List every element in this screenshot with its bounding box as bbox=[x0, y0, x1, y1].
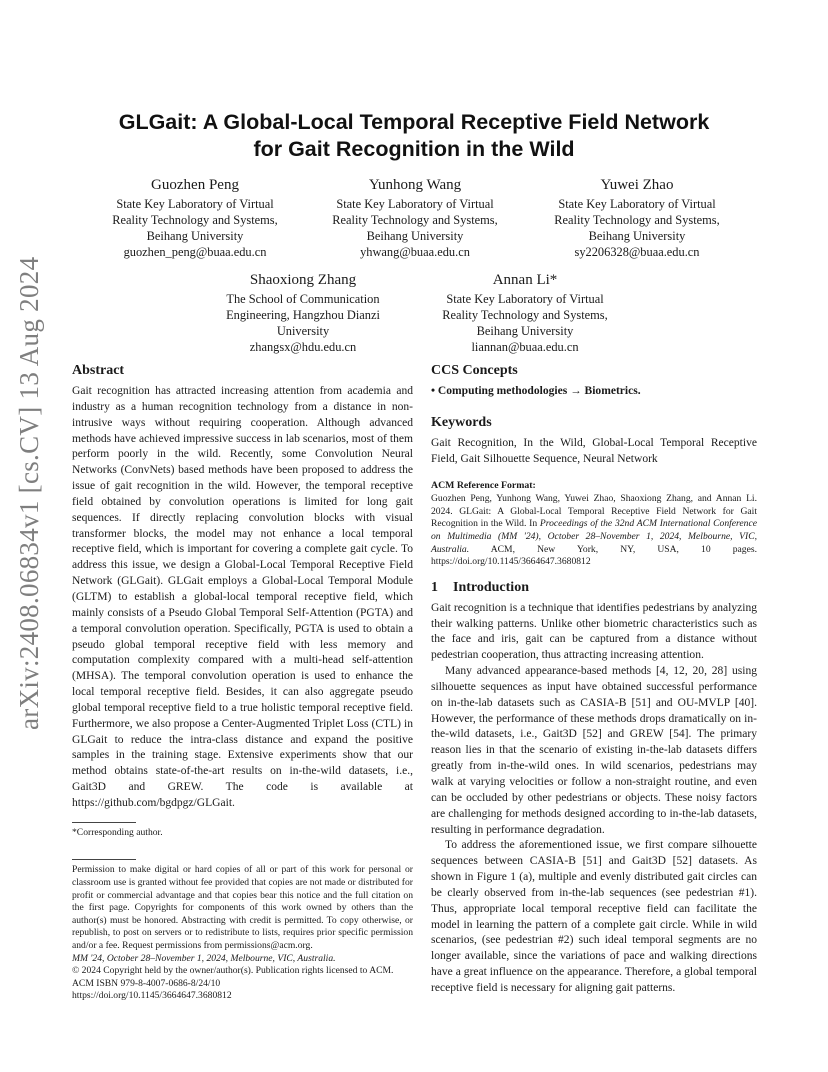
author-block bbox=[310, 175, 520, 260]
author-affiliation: Reality Technology and Systems, bbox=[112, 213, 278, 227]
author-block bbox=[90, 175, 300, 260]
author-affiliation: Reality Technology and Systems, bbox=[554, 213, 720, 227]
author-affiliation: Reality Technology and Systems, bbox=[332, 213, 498, 227]
author-affiliation: Beihang University bbox=[588, 229, 686, 243]
author-affiliation: Engineering, Hangzhou Dianzi bbox=[226, 308, 380, 322]
author-affiliation: The School of Communication bbox=[226, 292, 380, 306]
author-affiliation: Beihang University bbox=[476, 324, 574, 338]
author-affiliation: Beihang University bbox=[146, 229, 244, 243]
right-column bbox=[431, 362, 757, 997]
acm-reference-post: ACM, New York, NY, USA, 10 pages. https://doi.org/10.1145/3664647.3680812 bbox=[431, 543, 757, 568]
left-column bbox=[72, 362, 413, 1003]
acm-reference-venue: Proceedings of the 32nd ACM International Conference on Multimedia (MM '24), October 28–November 1, 2024, Melbourne, VIC, Australia. bbox=[431, 518, 757, 555]
copyright-line: © 2024 Copyright held by the owner/author(s). Publication rights licensed to ACM. bbox=[72, 965, 394, 977]
intro-paragraph-3: To address the aforementioned issue, we first compare silhouette sequences between CASIA-B [51] and Gait3D [52] datasets. As shown in Figure 1 (a), multiple and evenly distributed gait circles can be clearly observed from in-the-lab sequences (see pedestrian #1). Thus, appropriate local temporal receptive field can facilitate the model in learning the pattern of a complete gait circle. While in wild scenarios, (see pedestrian #2) such ideal temporal segments are no longer available, since the variations of pace and walking directions have a great influence on the appearance. Therefore, a global temporal receptive field is necessary for aligning gait patterns. bbox=[431, 839, 757, 994]
section-heading bbox=[431, 579, 757, 597]
doi-link[interactable]: https://doi.org/10.1145/3664647.3680812 bbox=[72, 990, 232, 1002]
author-name: Shaoxiong Zhang bbox=[249, 272, 357, 288]
conference-line: MM '24, October 28–November 1, 2024, Melbourne, VIC, Australia. bbox=[72, 952, 336, 964]
author-affiliation: State Key Laboratory of Virtual bbox=[336, 197, 494, 211]
author-block bbox=[420, 270, 630, 355]
permission-rule bbox=[72, 859, 136, 860]
author-email: zhangsx@hdu.edu.cn bbox=[249, 340, 357, 354]
title-line-1: GLGait: A Global-Local Temporal Receptive Field Network bbox=[118, 110, 710, 134]
acm-reference-pre: Guozhen Peng, Yunhong Wang, Yuwei Zhao, Shaoxiong Zhang, and Annan Li. 2024. GLGait: A Global-Local Temporal Receptive Field Network for Gait Recognition in the Wild. In bbox=[431, 493, 757, 530]
isbn-line: ACM ISBN 979-8-4007-0686-8/24/10 bbox=[72, 977, 221, 989]
author-affiliation: Reality Technology and Systems, bbox=[442, 308, 608, 322]
author-name: Yunhong Wang bbox=[368, 177, 462, 193]
arxiv-stamp: arXiv:2408.06834v1 [cs.CV] 13 Aug 2024 bbox=[14, 256, 44, 730]
footnote: *Corresponding author. bbox=[72, 826, 163, 838]
author-block bbox=[198, 270, 408, 355]
abstract-text: Gait recognition has attracted increasing attention from academia and industry as a human recognition technology from a distance in non-intrusive ways without requiring cooperation. Although advanced methods have achieved impressive success in lab scenarios, most of them perform poorly in the wild. Recently, some Convolution Neural Networks (ConvNets) based methods have been proposed to address the issue of gait recognition in the wild. However, the temporal receptive field obtained by convolution operations is limited for long gait sequences. If directly replacing convolution blocks with visual transformer blocks, the model may not enhance a local temporal receptive field, which is important for covering a complete gait cycle. To address this issue, we design a Global-Local Temporal Receptive Field Network (GLGait). GLGait employs a Global-Local Temporal Module (GLTM) to establish a global-local temporal receptive field, which mainly consists of a Pseudo Global Temporal Self-Attention (PGTA) and a temporal convolution operation. Specifically, PGTA is used to obtain a pseudo global temporal receptive field with less memory and computation complexity compared with a multi-head self-attention (MHSA). The temporal convolution operation is used to enhance the local temporal receptive field. Besides, it can also aggregate pseudo global temporal receptive field to a true holistic temporal receptive field. Furthermore, we also propose a Center-Augmented Triplet Loss (CTL) in GLGait to reduce the intra-class distance and expand the positive samples in the training stage. Extensive experiments show that our method obtains state-of-the-art results on in-the-wild datasets, i.e., Gait3D and GREW. The code is available at https://github.com/bgdpgz/GLGait. bbox=[72, 385, 413, 809]
author-affiliation: State Key Laboratory of Virtual bbox=[116, 197, 274, 211]
author-email: sy2206328@buaa.edu.cn bbox=[574, 245, 700, 259]
ccs-heading: CCS Concepts bbox=[431, 363, 518, 378]
section-number: 1 bbox=[431, 579, 438, 595]
author-affiliation: University bbox=[276, 324, 330, 338]
title-line-2: for Gait Recognition in the Wild bbox=[253, 137, 575, 161]
author-email: yhwang@buaa.edu.cn bbox=[360, 245, 470, 259]
author-affiliation: Beihang University bbox=[366, 229, 464, 243]
permission-block bbox=[72, 864, 413, 1003]
keywords-text: Gait Recognition, In the Wild, Global-Local Temporal Receptive Field, Gait Silhouette Sequence, Neural Network bbox=[431, 436, 757, 465]
author-email: liannan@buaa.edu.cn bbox=[471, 340, 579, 354]
abstract-heading: Abstract bbox=[72, 363, 125, 378]
author-email: guozhen_peng@buaa.edu.cn bbox=[123, 245, 267, 259]
acm-reference bbox=[431, 480, 757, 569]
intro-paragraph-1: Gait recognition is a technique that identifies pedestrians by analyzing their walking patterns. Unlike other biometric characteristics such as the face and iris, gait can be captured from a distance without pedestrian cooperation, thus attracting increasing attention. bbox=[431, 601, 757, 662]
author-name: Yuwei Zhao bbox=[600, 177, 674, 193]
keywords-heading: Keywords bbox=[431, 414, 492, 430]
ccs-item: • Computing methodologies → Biometrics. bbox=[431, 385, 641, 397]
author-name: Guozhen Peng bbox=[151, 177, 239, 193]
author-affiliation: State Key Laboratory of Virtual bbox=[446, 292, 604, 306]
intro-paragraph-2: Many advanced appearance-based methods [4, 12, 20, 28] using silhouette sequences as input have obtained successful performance on in-the-lab datasets such as CASIA-B [51] and OU-MVLP [40]. However, the performance of these methods drops dramatically on in-the-wild datasets, i.e., Gait3D [52] and GREW [54]. The primary reason lies in that the scenario of existing in-the-lab datasets differs greatly from in-the-wild ones. In wild scenarios, pedestrians may walk at varying velocities or follow a non-straight routine, and even can be occluded by other pedestrians or objects. These noisy factors are challenging for methods designed according to in-the-lab datasets, resulting in performance degradation. bbox=[431, 665, 757, 836]
acm-reference-label: ACM Reference Format: bbox=[431, 479, 536, 491]
author-affiliation: State Key Laboratory of Virtual bbox=[558, 197, 716, 211]
paper-title bbox=[60, 109, 768, 163]
author-name: Annan Li* bbox=[492, 272, 558, 288]
author-block bbox=[532, 175, 742, 260]
footnote-rule bbox=[72, 822, 136, 823]
section-title: Introduction bbox=[453, 579, 529, 595]
permission-text: Permission to make digital or hard copies of all or part of this work for personal or classroom use is granted without fee provided that copies are not made or distributed for profit or commercial advantage and that copies bear this notice and the full citation on the first page. Copyrights for components of this work owned by others than the author(s) must be honored. Abstracting with credit is permitted. To copy otherwise, or republish, to post on servers or to redistribute to lists, requires prior specific permission and/or a fee. Request permissions from permissions@acm.org. bbox=[72, 864, 413, 951]
